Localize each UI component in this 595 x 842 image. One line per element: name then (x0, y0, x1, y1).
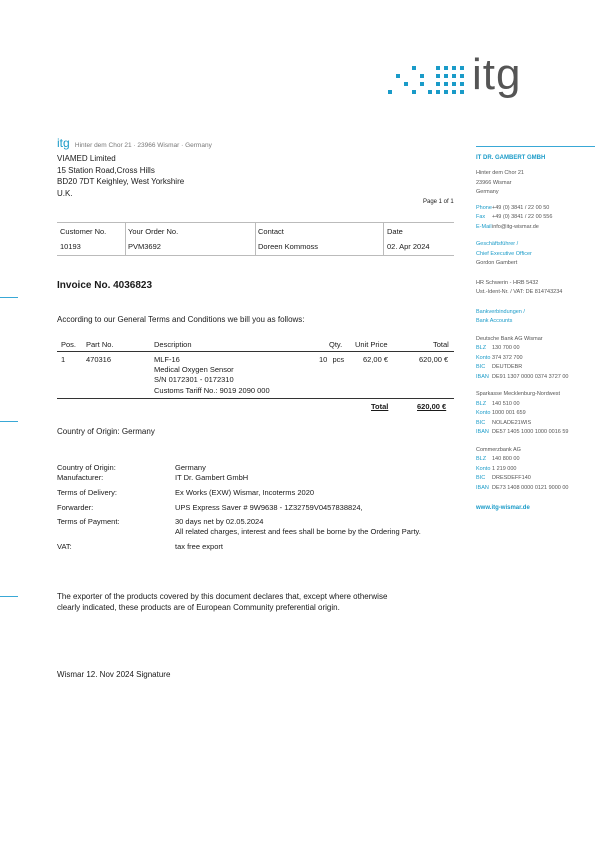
bank-title-line: Bankverbindungen / (476, 308, 525, 315)
bank-line-label: BIC (476, 475, 486, 481)
contact-header: Contact (258, 227, 284, 236)
desc-line: S/N 0172301 - 0172310 (154, 375, 234, 385)
logo-pixel (404, 82, 408, 86)
contact-label: Phone (476, 204, 492, 211)
recipient-country: U.K. (57, 188, 73, 198)
recipient-street: 15 Station Road,Cross Hills (57, 165, 155, 175)
contact-value: +49 (0) 3841 / 22 00 50 (492, 204, 550, 211)
desc-line: MLF-16 (154, 355, 180, 364)
recipient-city: BD20 7DT Keighley, West Yorkshire (57, 177, 185, 186)
info-col-divider (125, 222, 126, 256)
bank-line-value: 1 219 000 (492, 465, 517, 472)
bank-line (476, 484, 594, 494)
logo-text: itg (472, 50, 522, 99)
sender-address: Hinter dem Chor 21 · 23966 Wismar · Germany (74, 142, 212, 149)
intro-text: According to our General Terms and Conditions we bill you as follows: (57, 315, 305, 324)
logo-pixel (452, 82, 456, 86)
bank-line-label: IBAN (476, 484, 489, 491)
info-table (57, 222, 454, 256)
bank-line-label: BIC (476, 364, 486, 370)
address-line: Germany (476, 189, 499, 195)
fold-mark-top (0, 297, 18, 298)
company-logo (388, 50, 538, 111)
bank-name: Commerzbank AG (476, 446, 521, 453)
invoice-title: Invoice No. 4036823 (57, 280, 153, 291)
address-line: 23966 Wismar (476, 179, 512, 186)
row-qty (319, 355, 344, 364)
registry-line: HR Schwerin - HRB 5432 (476, 279, 539, 286)
bank-line-value: 130 700 00 (492, 345, 520, 351)
sidebar (476, 155, 594, 511)
contact-label: E-Mail (476, 223, 492, 230)
detail-label: Terms of Payment: (57, 517, 120, 526)
grand-total-label: Total (371, 402, 389, 411)
detail-value (175, 473, 248, 483)
order-no-value: PVM3692 (128, 242, 161, 251)
bank-line-label: BLZ (476, 345, 487, 351)
logo-pixel (452, 66, 456, 70)
detail-label: Manufacturer: (57, 473, 104, 482)
contact-label: Fax (476, 214, 486, 220)
bank-line-value: DE57 1405 1000 1000 0016 59 (492, 429, 569, 435)
bank-line (476, 428, 594, 438)
bank-line-label: IBAN (476, 429, 489, 435)
origin-declaration (57, 591, 387, 613)
logo-pixel (428, 90, 432, 94)
description-header: Description (154, 340, 192, 349)
logo-pixel (444, 90, 448, 94)
bank-block (476, 390, 594, 438)
bank-line (476, 344, 594, 354)
contact-value: +49 (0) 3841 / 22 00 556 (492, 214, 553, 220)
logo-pixel (436, 82, 440, 86)
contact-value[interactable]: info@itg-wismar.de (492, 223, 539, 230)
detail-label: VAT: (57, 542, 72, 551)
logo-pixel (452, 74, 456, 78)
bank-name: Sparkasse Mecklenburg-Nordwest (476, 391, 561, 397)
logo-pixel (452, 90, 456, 94)
sidebar-contact (476, 204, 594, 233)
declaration-line: clearly indicated, these products are of European Community preferential origin. (57, 603, 340, 612)
sidebar-rule (476, 146, 595, 147)
row-pos: 1 (61, 355, 66, 364)
bank-block (476, 335, 594, 383)
bank-block (476, 446, 594, 494)
logo-pixel-mark (388, 66, 468, 100)
bank-line-value: 374 372 700 (492, 354, 523, 361)
sidebar-address (476, 169, 594, 198)
country-origin-line: Country of Origin: Germany (57, 427, 155, 436)
bank-accounts (476, 335, 594, 494)
contact-line (476, 223, 594, 233)
bank-line (476, 474, 594, 484)
logo-pixel (444, 74, 448, 78)
detail-value (175, 463, 206, 473)
total-header: Total (433, 340, 449, 349)
date-header: Date (387, 227, 403, 236)
bank-line-label: Konto (476, 465, 491, 472)
bank-line (476, 465, 594, 475)
website-link[interactable]: www.itg-wismar.de (476, 505, 530, 511)
items-table (57, 338, 454, 418)
bank-line (476, 400, 594, 410)
logo-pixel (460, 74, 464, 78)
detail-value-line: All related charges, interest and fees shall be borne by the Ordering Party. (175, 527, 421, 536)
page-number: Page 1 of 1 (423, 199, 454, 205)
bank-line (476, 409, 594, 419)
items-header-rule (57, 351, 454, 352)
items-bottom-rule (57, 398, 454, 399)
desc-line: Medical Oxygen Sensor (154, 365, 234, 375)
detail-value-line: tax free export (175, 542, 223, 551)
bank-line-value: DEUTDEBR (492, 364, 523, 370)
bank-line-label: BLZ (476, 400, 487, 407)
management-section (476, 240, 594, 269)
sidebar-company: IT DR. GAMBERT GMBH (476, 155, 546, 161)
customer-no-header: Customer No. (60, 227, 107, 236)
address-line: Hinter dem Chor 21 (476, 170, 524, 176)
bank-name: Deutsche Bank AG Wismar (476, 335, 543, 342)
bank-line-value: 140 800 00 (492, 456, 520, 462)
bank-line-value: DE73 1408 0000 0121 9000 00 (492, 484, 569, 491)
contact-line (476, 204, 594, 214)
bank-line-label: BLZ (476, 456, 487, 462)
detail-value-line: Germany (175, 463, 206, 472)
info-col-divider (255, 222, 256, 256)
bank-line (476, 363, 594, 373)
registry-line: Ust.-Ident-Nr. / VAT: DE 814743234 (476, 289, 563, 295)
bank-line-value: 140 510 00 (492, 400, 520, 407)
logo-pixel (460, 90, 464, 94)
unit-price-header: Unit Price (355, 340, 388, 349)
detail-value (175, 517, 421, 537)
logo-pixel (436, 66, 440, 70)
bank-line-label: BIC (476, 419, 486, 426)
bank-line-label: Konto (476, 410, 491, 416)
date-value: 02. Apr 2024 (387, 242, 430, 251)
desc-line: Customs Tariff No.: 9019 2090 000 (154, 385, 270, 395)
row-description (154, 355, 270, 396)
info-col-divider (383, 222, 384, 256)
detail-value-line: IT Dr. Gambert GmbH (175, 473, 249, 482)
bank-line (476, 354, 594, 364)
detail-label: Forwarder: (57, 503, 94, 512)
bank-title (476, 308, 594, 327)
bank-line (476, 419, 594, 429)
order-no-header: Your Order No. (128, 227, 179, 236)
qty-value: 10 (319, 355, 328, 364)
small-logo: itg (57, 136, 70, 150)
logo-pixel (460, 66, 464, 70)
management-title: Geschäftsführer / (476, 241, 519, 247)
bank-line (476, 373, 594, 383)
logo-pixel (412, 90, 416, 94)
fold-mark-bottom (0, 596, 18, 597)
logo-pixel (396, 74, 400, 78)
detail-value (175, 503, 363, 513)
detail-value (175, 542, 223, 552)
pos-header: Pos. (61, 340, 77, 349)
row-total: 620,00 € (419, 355, 449, 364)
logo-pixel (412, 66, 416, 70)
detail-value-line: 30 days net by 02.05.2024 (175, 517, 264, 526)
recipient-name: VIAMED Limited (57, 154, 116, 163)
bank-title-line: Bank Accounts (476, 318, 513, 324)
logo-pixel (436, 74, 440, 78)
contact-line (476, 213, 594, 223)
detail-value (175, 488, 314, 498)
customer-no-value: 10193 (60, 242, 81, 251)
bank-line-value: NOLADE21WIS (492, 419, 532, 426)
signature-line: Wismar 12. Nov 2024 Signature (57, 670, 171, 679)
fold-mark-middle (0, 421, 18, 422)
detail-value-line: UPS Express Saver # 9W9638 - 1Z32759V0457838824, (175, 503, 363, 512)
logo-pixel (444, 82, 448, 86)
bank-line-value: DRESDEFF140 (492, 475, 531, 481)
logo-pixel (420, 74, 424, 78)
row-part-no: 470316 (86, 355, 112, 364)
registry-section (476, 279, 594, 298)
bank-line (476, 455, 594, 465)
bank-line-value: DE91 1307 0000 0374 3727 00 (492, 373, 569, 380)
qty-header: Qty. (329, 340, 343, 349)
logo-pixel (420, 82, 424, 86)
recipient-address (57, 153, 184, 199)
qty-unit: pcs (332, 355, 345, 364)
contact-value: Doreen Kommoss (258, 242, 319, 251)
declaration-line: The exporter of the products covered by this document declares that, except where otherwise (57, 592, 388, 601)
bank-line-value: 1000 001 659 (492, 410, 526, 416)
grand-total-value: 620,00 € (417, 402, 447, 411)
management-name: Gordon Gambert (476, 260, 518, 266)
bank-line-label: IBAN (476, 373, 489, 380)
table-row (57, 355, 454, 399)
row-unit-price: 62,00 € (363, 355, 389, 364)
detail-label: Terms of Delivery: (57, 488, 118, 497)
detail-value-line: Ex Works (EXW) Wismar, Incoterms 2020 (175, 488, 315, 497)
management-title: Chief Executive Officer (476, 250, 532, 257)
sender-line (57, 136, 277, 150)
logo-pixel (388, 90, 392, 94)
part-header: Part No. (86, 340, 114, 349)
logo-pixel (444, 66, 448, 70)
logo-pixel (436, 90, 440, 94)
detail-label: Country of Origin: (57, 463, 116, 472)
logo-pixel (460, 82, 464, 86)
bank-line-label: Konto (476, 354, 491, 361)
